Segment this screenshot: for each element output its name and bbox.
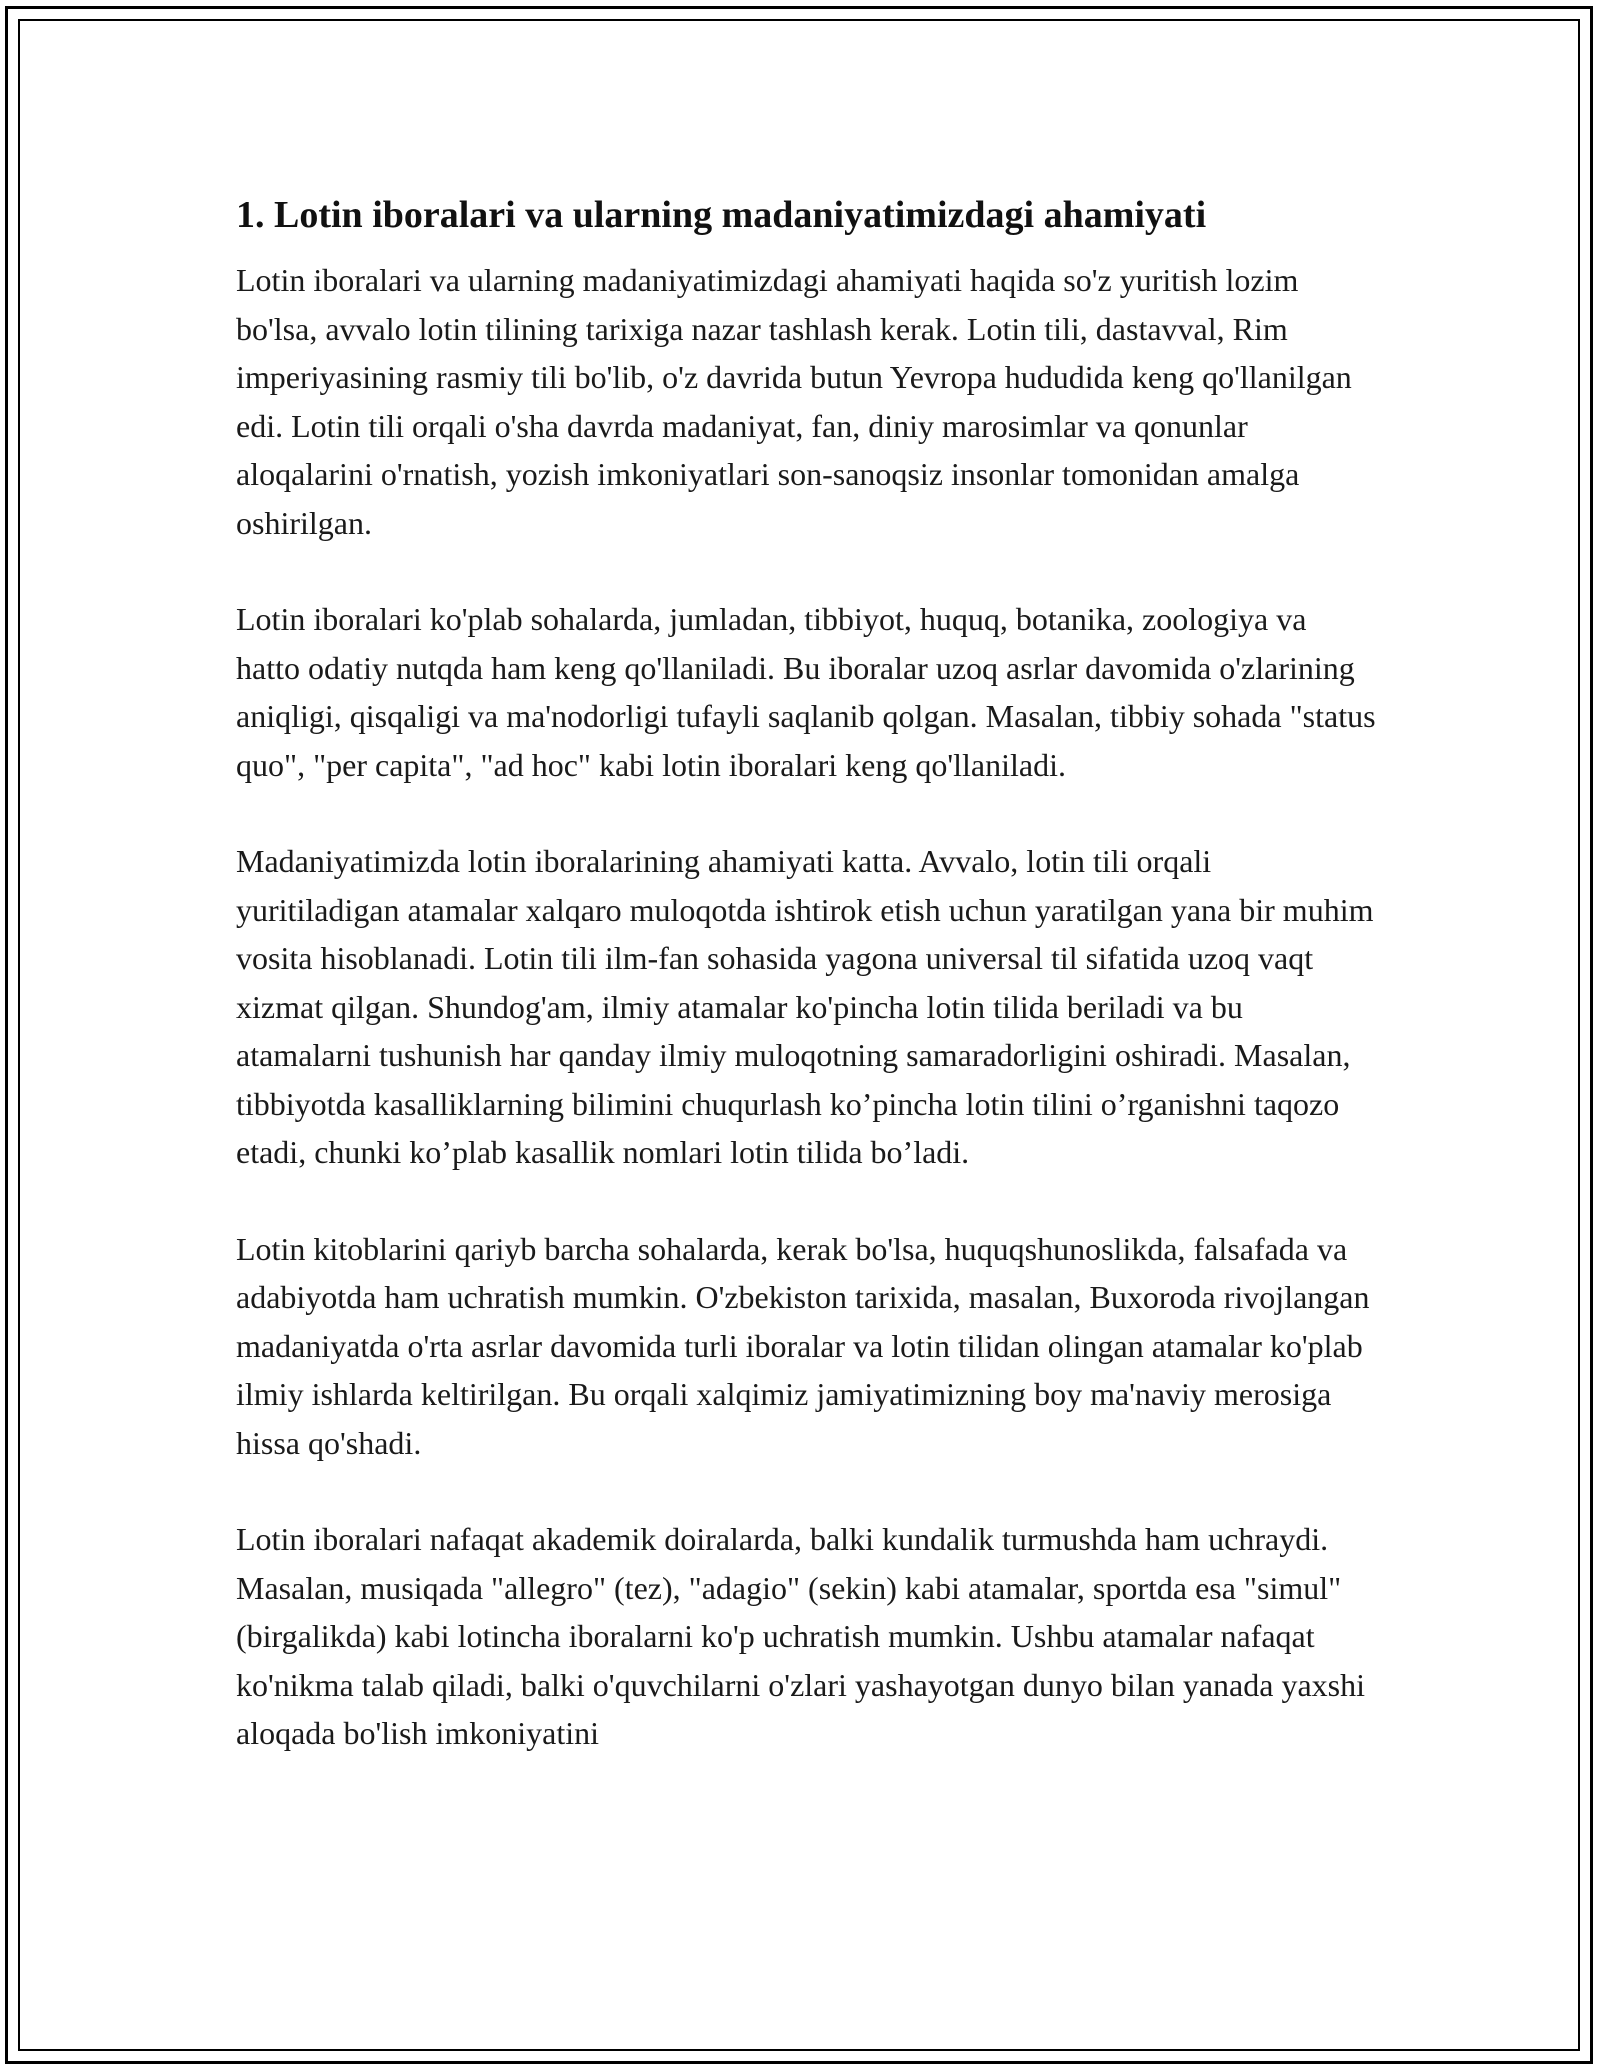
section-heading: 1. Lotin iboralari va ularning madaniyatimizdagi ahamiyati bbox=[236, 194, 1207, 236]
paragraph-5: Lotin iboralari nafaqat akademik doiralarda, balki kundalik turmushda ham uchraydi. Masalan, musiqada "allegro" (tez), "adagio" (sekin) kabi atamalar, sportda esa "simul" (birgalikda) kabi lotincha iboralarni ko'p uchratish mumkin. Ushbu atamalar nafaqat ko'nikma talab qiladi, balki o'quvchilarni o'zlari yashayotgan dunyo bilan yanada yaxshi aloqada bo'lish imkoniyatini bbox=[236, 1521, 1365, 1751]
document-body bbox=[236, 184, 1376, 1806]
paragraph-4: Lotin kitoblarini qariyb barcha sohalarda, kerak bo'lsa, huquqshunoslikda, falsafada va adabiyotda ham uchratish mumkin. O'zbekiston tarixida, masalan, Buxoroda rivojlangan madaniyatda o'rta asrlar davomida turli iboralar va lotin tilidan olingan atamalar ko'plab ilmiy ishlarda keltirilgan. Bu orqali xalqimiz jamiyatimizning boy ma'naviy merosiga hissa qo'shadi. bbox=[236, 1230, 1370, 1461]
paragraph-2: Lotin iboralari ko'plab sohalarda, jumladan, tibbiyot, huquq, botanika, zoologiya va hatto odatiy nutqda ham keng qo'llaniladi. Bu iboralar uzoq asrlar davomida o'zlarining aniqligi, qisqaligi va ma'nodorligi tufayli saqlanib qolgan. Masalan, tibbiy sohada "status quo", "per capita", "ad hoc" kabi lotin iboralari keng qo'llaniladi. bbox=[236, 601, 1376, 783]
paragraph-3: Madaniyatimizda lotin iboralarining ahamiyati katta. Avvalo, lotin tili orqali yuritiladigan atamalar xalqaro muloqotda ishtirok etish uchun yaratilgan yana bir muhim vosita hisoblanadi. Lotin tili ilm-fan sohasida yagona universal til sifatida uzoq vaqt xizmat qilgan. Shundog'am, ilmiy atamalar ko'pincha lotin tilida beriladi va bu atamalarni tushunish har qanday ilmiy muloqotning samaradorligini oshiradi. Masalan, tibbiyotda kasalliklarning bilimini chuqurlash ko’pincha lotin tilini o’rganishni taqozo etadi, chunki ko’plab kasallik nomlari lotin tilida bo’ladi. bbox=[236, 843, 1374, 1170]
paragraph-1: Lotin iboralari va ularning madaniyatimizdagi ahamiyati haqida so'z yuritish lozim bo'lsa, avvalo lotin tilining tarixiga nazar tashlash kerak. Lotin tili, dastavval, Rim imperiyasining rasmiy tili bo'lib, o'z davrida butun Yevropa hududida keng qo'llanilgan edi. Lotin tili orqali o'sha davrda madaniyat, fan, diniy marosimlar va qonunlar aloqalarini o'rnatish, yozish imkoniyatlari son-sanoqsiz insonlar tomonidan amalga oshirilgan. bbox=[236, 262, 1352, 541]
